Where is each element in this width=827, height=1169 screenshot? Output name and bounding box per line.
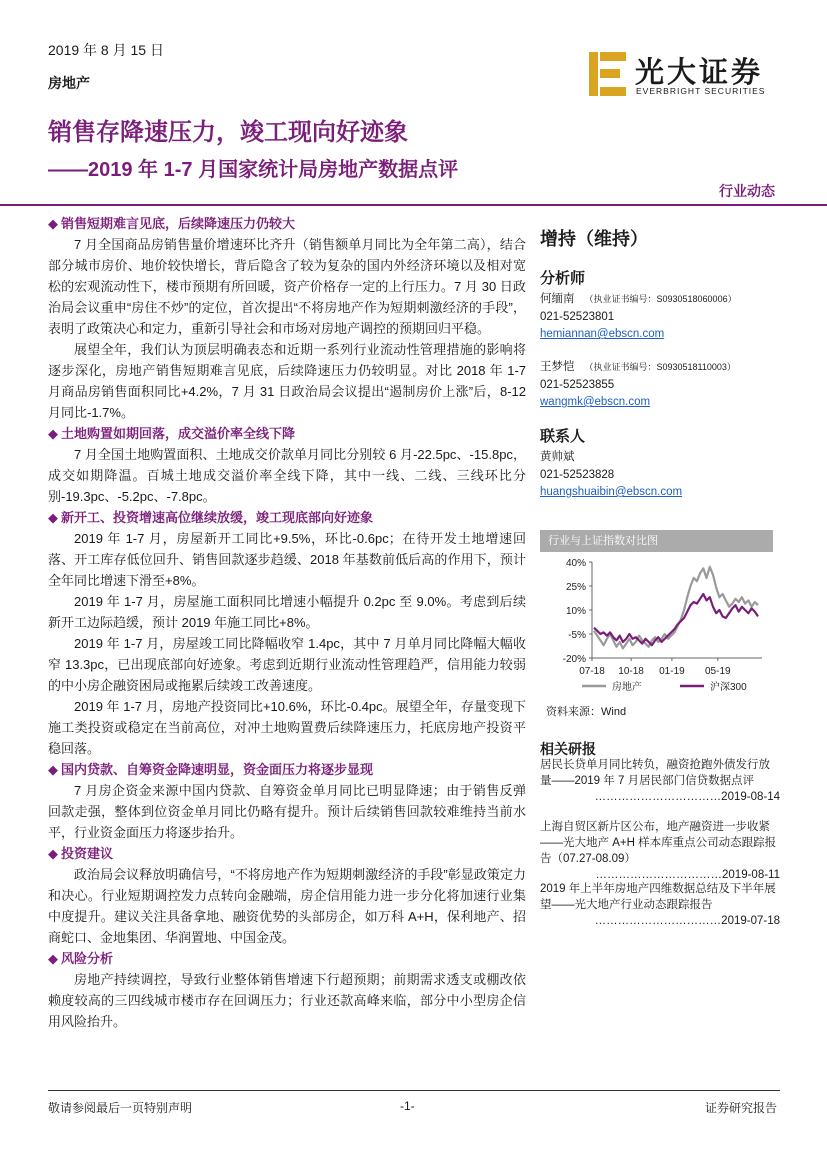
section-heading: ◆ 土地购置如期回落，成交溢价率全线下降: [48, 426, 296, 441]
related-research-heading: 相关研报: [540, 741, 596, 757]
report-date: 2019 年 8 月 15 日: [48, 42, 164, 58]
related-report[interactable]: [540, 757, 780, 805]
paragraph: 7 月全国土地购置面积、土地成交价款单月同比分别较 6 月-22.5pc、-15.8pc，成交如期降温。百城土地成交溢价率全线下降，其中一线、二线、三线环比分别-19.3pc、-5.2pc、-7.8pc。: [48, 447, 526, 504]
x-tick-label: 01-19: [659, 666, 685, 677]
diamond-bullet-icon: ◆: [48, 216, 58, 231]
analyst-name: 王梦恺 （执业证书编号：S0930518110003）: [540, 361, 736, 373]
y-tick-label: 40%: [565, 558, 586, 569]
x-tick-label: 10-18: [618, 666, 644, 677]
analyst-phone: 021-52523801: [540, 311, 615, 323]
chart-title: 行业与上证指数对比图: [540, 530, 773, 552]
section-investment-advice: [48, 843, 526, 948]
footer-report-label: 证券研究报告: [704, 1101, 777, 1115]
legend-label: 房地产: [612, 682, 642, 693]
rating: 增持（维持）: [540, 229, 648, 249]
y-tick-label: -5%: [568, 630, 586, 641]
section-heading: ◆ 国内贷款、自筹资金降速明显，资金面压力将逐步显现: [48, 762, 374, 777]
y-tick-label: 25%: [565, 582, 586, 593]
section-construction: [48, 507, 526, 759]
page-title: 销售存降速压力，竣工现向好迹象: [48, 119, 408, 146]
legend-label: 沪深300: [710, 682, 747, 693]
related-report-date: ……………………………2019-08-14: [594, 791, 780, 803]
analyst-email-link[interactable]: hemiannan@ebscn.com: [540, 328, 665, 340]
related-report-title[interactable]: 2019 年上半年房地产四维数据总结及下半年展望——光大地产行业动态跟踪报告: [540, 883, 776, 911]
section-funding: [48, 759, 526, 843]
sector-label: 房地产: [48, 75, 90, 91]
comparison-chart: [540, 530, 773, 710]
related-report-date: ……………………………2019-08-11: [595, 869, 780, 881]
contact-name: 黄帅斌: [540, 451, 575, 463]
x-tick-label: 07-18: [579, 666, 605, 677]
analyst-name: 何缅南 （执业证书编号：S0930518060006）: [540, 293, 737, 305]
y-tick-label: -20%: [562, 654, 586, 665]
related-report[interactable]: [540, 819, 780, 883]
analyst-cert: （执业证书编号：S0930518110003）: [584, 362, 736, 372]
diamond-bullet-icon: ◆: [48, 762, 58, 777]
paragraph: 7 月全国商品房销售量价增速环比齐升（销售额单月同比为全年第二高），结合部分城市房价、地价较快增长，背后隐含了较为复杂的国内外经济环境以及相对宽松的宏观流动性下，楼市预期有所回暖，资产价格存一定的上行压力。7 月 30 日政治局会议重申“房住不炒”的定位，首次提出“不将房地产作为短期刺激经济的手段”，表明了政策决心和定力，重新引导社会和市场对房地产调控的预期回归平稳。: [48, 237, 526, 336]
x-tick-label: 05-19: [705, 666, 731, 677]
diamond-bullet-icon: ◆: [48, 951, 58, 966]
y-tick-label: 10%: [565, 606, 586, 617]
paragraph: 展望全年，我们认为顶层明确表态和近期一系列行业流动性管理措施的影响将逐步深化，房地产销售短期难言见底，后续降速压力仍较明显。对比 2018 年 1-7 月商品房销售面积同比+4.2%，7 月 31 日政治局会议提出“遏制房价上涨”后，8-12 月同比-1.7%。: [48, 342, 526, 420]
contact-email-link[interactable]: huangshuaibin@ebscn.com: [540, 486, 683, 498]
analyst-email-link[interactable]: wangmk@ebscn.com: [540, 396, 651, 408]
section-land: [48, 423, 526, 507]
section-heading: ◆ 投资建议: [48, 846, 114, 861]
paragraph: 政治局会议释放明确信号，“不将房地产作为短期刺激经济的手段”彰显政策定力和决心。行业短期调控发力点转向金融端，房企信用能力进一步分化将加速行业集中度提升。建议关注具备拿地、融资优势的头部房企，如万科 A+H，保利地产、招商蛇口、金地集团、华润置地、中国金茂。: [48, 867, 526, 945]
related-report[interactable]: [540, 881, 780, 929]
logo-english-name: EVERBRIGHT SECURITIES: [636, 86, 766, 96]
section-heading: ◆ 新开工、投资增速高位继续放缓，竣工现底部向好迹象: [48, 510, 374, 525]
diamond-bullet-icon: ◆: [48, 510, 58, 525]
everbright-logo-icon: [589, 48, 627, 100]
analyst-heading: 分析师: [540, 270, 586, 287]
company-logo: [589, 48, 779, 100]
chart-source: 资料来源：Wind: [546, 706, 627, 718]
chart-plot: [540, 552, 773, 710]
section-risk: [48, 948, 526, 1032]
page-number: -1-: [400, 1099, 415, 1113]
footer-disclaimer: 敬请参阅最后一页特别声明: [48, 1101, 193, 1115]
paragraph: 2019 年 1-7 月，房屋施工面积同比增速小幅提升 0.2pc 至 9.0%。考虑到后续新开工边际趋缓，预计 2019 年施工同比+8%。: [48, 594, 526, 630]
related-report-date: ……………………………2019-07-18: [594, 915, 780, 927]
related-report-title[interactable]: 上海自贸区新片区公布，地产融资进一步收紧——光大地产 A+H 样本库重点公司动态跟踪报告（07.27-08.09）: [540, 821, 777, 865]
header-divider: [0, 204, 827, 206]
paragraph: 房地产持续调控，导致行业整体销售增速下行超预期；前期需求透支或棚改依赖度较高的三四线城市楼市存在回调压力；行业还款高峰来临，部分中小型房企信用风险抬升。: [48, 972, 526, 1029]
section-sales: [48, 213, 526, 423]
paragraph: 7 月房企资金来源中国内贷款、自筹资金单月同比已明显降速；由于销售反弹回款走强，整体到位资金单月同比仍略有提升。预计后续销售回款较难维持当前水平，行业资金面压力将逐步抬升。: [48, 783, 526, 840]
page-subtitle: ——2019 年 1-7 月国家统计局房地产数据点评: [48, 159, 459, 181]
main-content: [48, 213, 526, 1032]
paragraph: 2019 年 1-7 月，房地产投资同比+10.6%，环比-0.4pc。展望全年，存量变现下施工类投资或稳定在当前高位，对冲土地购置费后续降速压力，托底房地产投资平稳回落。: [48, 699, 526, 756]
logo-chinese-name: 光大证券: [635, 55, 764, 89]
report-type: 行业动态: [719, 183, 775, 199]
paragraph: 2019 年 1-7 月，房屋竣工同比降幅收窄 1.4pc，其中 7 月单月同比降幅大幅收窄 13.3pc，已出现底部向好迹象。考虑到近期行业流动性管理趋严，信用能力较弱的中小房企融资困局或拖累后续竣工改善速度。: [48, 636, 526, 693]
section-heading: ◆ 风险分析: [48, 951, 114, 966]
analyst-cert: （执业证书编号：S0930518060006）: [584, 294, 737, 304]
section-heading: ◆ 销售短期难言见底，后续降速压力仍较大: [48, 216, 296, 231]
related-report-title[interactable]: 居民长贷单月同比转负，融资抢跑外债发行放量——2019 年 7 月居民部门信贷数据点评: [540, 759, 770, 787]
footer-divider: [48, 1090, 780, 1091]
contact-heading: 联系人: [540, 428, 586, 445]
paragraph: 2019 年 1-7 月，房屋新开工同比+9.5%，环比-0.6pc；在待开发土地增速回落、开工库存低位回升、销售回款逐步趋缓、2018 年基数前低后高的作用下，预计全年同比增速下滑至+8%。: [48, 531, 526, 588]
contact-phone: 021-52523828: [540, 469, 615, 481]
diamond-bullet-icon: ◆: [48, 846, 58, 861]
analyst-phone: 021-52523855: [540, 379, 615, 391]
diamond-bullet-icon: ◆: [48, 426, 58, 441]
